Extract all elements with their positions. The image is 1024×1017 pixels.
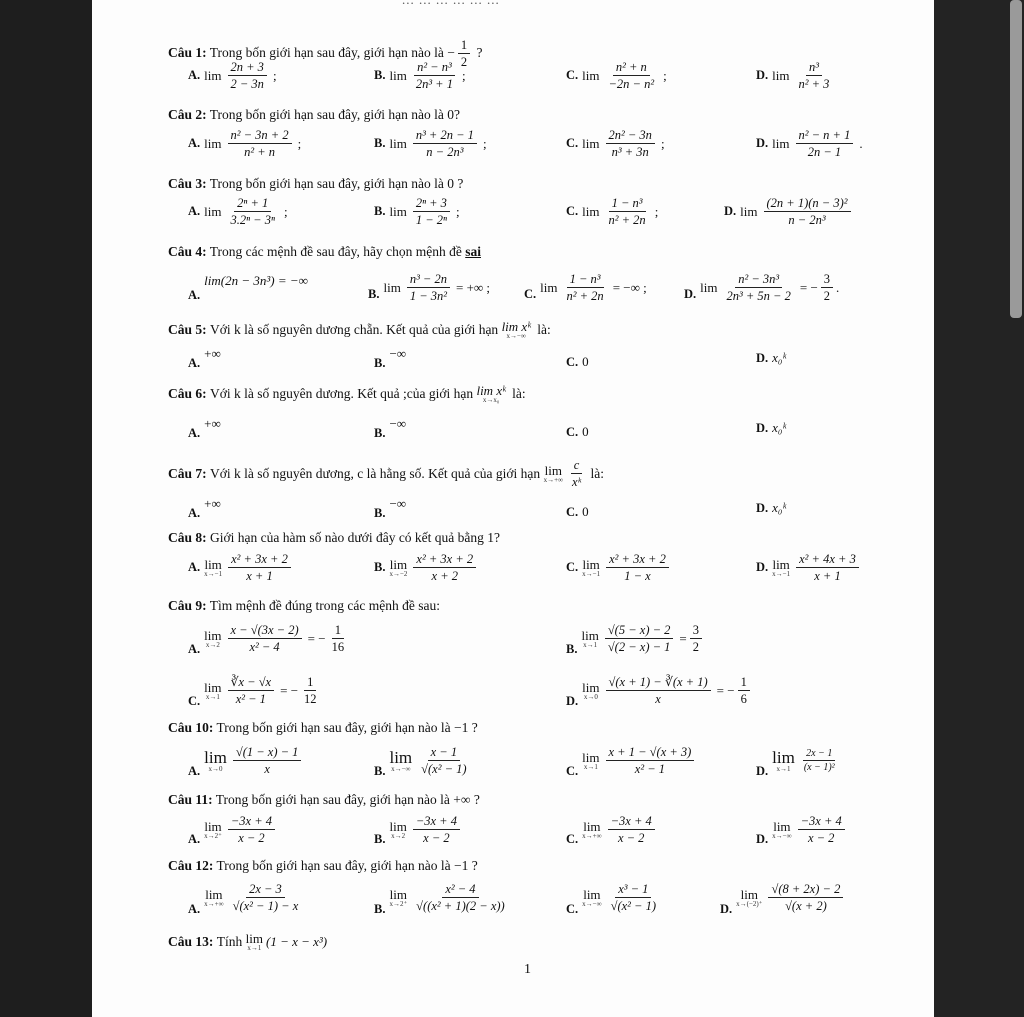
q8-option-b[interactable]: B. lim x→−2 $\frac{\text{x² + 3x + 2}}{x + 2}$ [374,552,479,584]
q9-option-a[interactable]: A. lim x→2 $\frac{x - √(3x - 2)}{\text{x² − 4}}$ = − $\frac{1}{16}$ [188,622,345,656]
q10-option-b[interactable]: B. lim x→−∞ $\frac{x - 1}{\text{√(x² − 1)}}$ [374,744,467,778]
q3-option-a[interactable]: A. lim $\frac{\text{2ⁿ + 1}}{\text{3.2ⁿ − 3ⁿ}}$ ; [188,196,288,228]
q7-option-c[interactable]: C. 0 [566,504,589,519]
q9-option-c[interactable]: C. lim x→1 $\frac{∛x - √x}{\text{x² − 1}}$ = − $\frac{1}{12}$ [188,674,317,708]
q11-option-d[interactable]: D. lim x→−∞ $\frac{-3x + 4}{x - 2}$ [756,812,848,847]
q2-option-c[interactable]: C. lim $\frac{\text{2n² − 3n}}{\text{n³ + 3n}}$ ; [566,128,665,160]
q10-option-a[interactable]: A. lim x→0 $\frac{√(1 - x) - 1}{x}$ [188,742,304,779]
q2-option-a[interactable]: A. lim $\frac{\text{n² − 3n + 2}}{\text{n² + n}}$ ; [188,128,302,160]
question-11: Câu 11: Trong bốn giới hạn sau đây, giới hạn nào là +∞ ? [168,792,480,807]
q2-option-b[interactable]: B. lim $\frac{\text{n³ + 2n − 1}}{\text{n − 2n³}}$ ; [374,128,487,160]
question-3: Câu 3: Trong bốn giới hạn sau đây, giới hạn nào là 0 ? [168,176,464,191]
page-number: 1 [524,962,531,977]
q5-option-a[interactable]: A. +∞ [188,345,221,370]
page-top-cut-text [402,0,500,8]
q4-option-b[interactable]: B. lim $\frac{\text{n³ − 2n}}{\text{1 − 3n²}}$ = +∞ ; [368,272,491,304]
q12-option-b[interactable]: B. lim x→2⁺ $\frac{\text{x² − 4}}{\text{√((x² + 1)(2 − x))}}$ [374,881,505,916]
q6-option-d[interactable]: D. x₀ᵏ [756,420,787,435]
q12-option-d[interactable]: D. lim x→(−2)⁺ $\frac{√(8 + 2x) - 2}{√(x + 2)}$ [720,878,846,917]
q10-option-d[interactable]: D. lim x→1 $\frac{2x - 1}{\text{(x − 1)²}}$ [756,747,835,778]
question-5: Câu 5: Với k là số nguyên dương chẵn. Kết quả của giới hạn lim xᵏ x→−∞ là: [168,319,551,340]
q1-option-d[interactable]: D. lim $\frac{\text{n³}}{\text{n² + 3}}$ [756,60,830,92]
document-page [92,0,934,1017]
q4-option-c[interactable]: C. lim $\frac{\text{1 − n³}}{\text{n² + 2n}}$ = −∞ ; [524,272,647,304]
question-10: Câu 10: Trong bốn giới hạn sau đây, giới hạn nào là −1 ? [168,720,478,735]
question-7: Câu 7: Với k là số nguyên dương, c là hằng số. Kết quả của giới hạn lim x→+∞ $\frac{c}{\text{xᵏ}}$ là: [168,458,604,490]
q11-option-b[interactable]: B. lim x→2 $\frac{-3x + 4}{x - 2}$ [374,812,463,847]
q1-option-c[interactable]: C. lim $\frac{\text{n² + n}}{\text{−2n − n²}}$ ; [566,60,667,92]
q4-option-d[interactable]: D. lim $\frac{\text{n² − 3n³}}{\text{2n³ + 5n − 2}}$ = − $\frac{3}{2}$ . [684,272,840,304]
q1-option-a[interactable]: A. lim $\frac{2n + 3}{2 - 3n}$ ; [188,60,277,92]
q7-option-a[interactable]: A. +∞ [188,495,221,520]
q6-option-b[interactable]: B. −∞ [374,415,407,440]
question-13: Câu 13: Tính lim x→1 (1 − x − x³) [168,931,328,952]
q7-option-d[interactable]: D. x₀ᵏ [756,500,787,515]
q11-option-c[interactable]: C. lim x→+∞ $\frac{-3x + 4}{x - 2}$ [566,812,658,847]
question-9: Câu 9: Tìm mệnh đề đúng trong các mệnh đề sau: [168,598,440,613]
q9-option-b[interactable]: B. lim x→1 $\frac{√(5 - x) - 2}{√(2 - x) - 1}$ = $\frac{3}{2}$ [566,620,705,657]
q5-option-d[interactable]: D. x₀ᵏ [756,350,787,365]
q2-option-d[interactable]: D. lim $\frac{\text{n² − n + 1}}{2n - 1}$ . [756,128,863,160]
question-4: Câu 4: Trong các mệnh đề sau đây, hãy chọn mệnh đề sai [168,244,481,259]
q6-option-c[interactable]: C. 0 [566,424,589,439]
question-8: Câu 8: Giới hạn của hàm số nào dưới đây có kết quả bằng 1? [168,530,501,545]
question-2: Câu 2: Trong bốn giới hạn sau đây, giới hạn nào là 0? [168,107,461,122]
q10-option-c[interactable]: C. lim x→1 $\frac{x + 1 - √(x + 3)}{\text{x² − 1}}$ [566,742,697,779]
q3-option-d[interactable]: D. lim $\frac{\text{(2n + 1)(n − 3)²}}{\text{n − 2n³}}$ [724,196,854,228]
q8-option-a[interactable]: A. lim x→−1 $\frac{\text{x² + 3x + 2}}{x + 1}$ [188,552,294,584]
q8-option-d[interactable]: D. lim x→−1 $\frac{\text{x² + 4x + 3}}{x + 1}$ [756,552,862,584]
q6-option-a[interactable]: A. +∞ [188,415,221,440]
q3-option-b[interactable]: B. lim $\frac{\text{2ⁿ + 3}}{\text{1 − 2ⁿ}}$ ; [374,196,460,228]
q11-option-a[interactable]: A. lim x→2⁺ $\frac{-3x + 4}{x - 2}$ [188,812,278,847]
viewer-left-margin [0,0,92,1017]
q8-option-c[interactable]: C. lim x→−1 $\frac{\text{x² + 3x + 2}}{1 - x}$ [566,552,672,584]
q3-option-c[interactable]: C. lim $\frac{\text{1 − n³}}{\text{n² + 2n}}$ ; [566,196,659,228]
question-6: Câu 6: Với k là số nguyên dương. Kết quả ;của giới hạn lim xᵏ x→x₀ là: [168,383,526,404]
question-1: Câu 1: Trong bốn giới hạn sau đây, giới hạn nào là − $\frac{1}{2}$ ? [168,38,483,70]
q12-option-c[interactable]: C. lim x→−∞ $\frac{\text{x³ − 1}}{\text{√(x² − 1)}}$ [566,881,657,916]
q9-option-d[interactable]: D. lim x→0 $\frac{√(x + 1) - ∛(x + 1)}{x}$ = − $\frac{1}{6}$ [566,672,753,709]
q1-option-b[interactable]: B. lim $\frac{\text{n² − n³}}{\text{2n³ + 1}}$ ; [374,60,466,92]
q12-option-a[interactable]: A. lim x→+∞ $\frac{2x - 3}{\text{√(x² − 1) − x}}$ [188,881,299,916]
q5-option-b[interactable]: B. −∞ [374,345,407,370]
q7-option-b[interactable]: B. −∞ [374,495,407,520]
q4-option-a[interactable]: A. lim(2n − 3n³) = −∞ [188,272,308,302]
question-12: Câu 12: Trong bốn giới hạn sau đây, giới hạn nào là −1 ? [168,858,478,873]
q5-option-c[interactable]: C. 0 [566,354,589,369]
vertical-scrollbar[interactable] [1010,0,1022,318]
